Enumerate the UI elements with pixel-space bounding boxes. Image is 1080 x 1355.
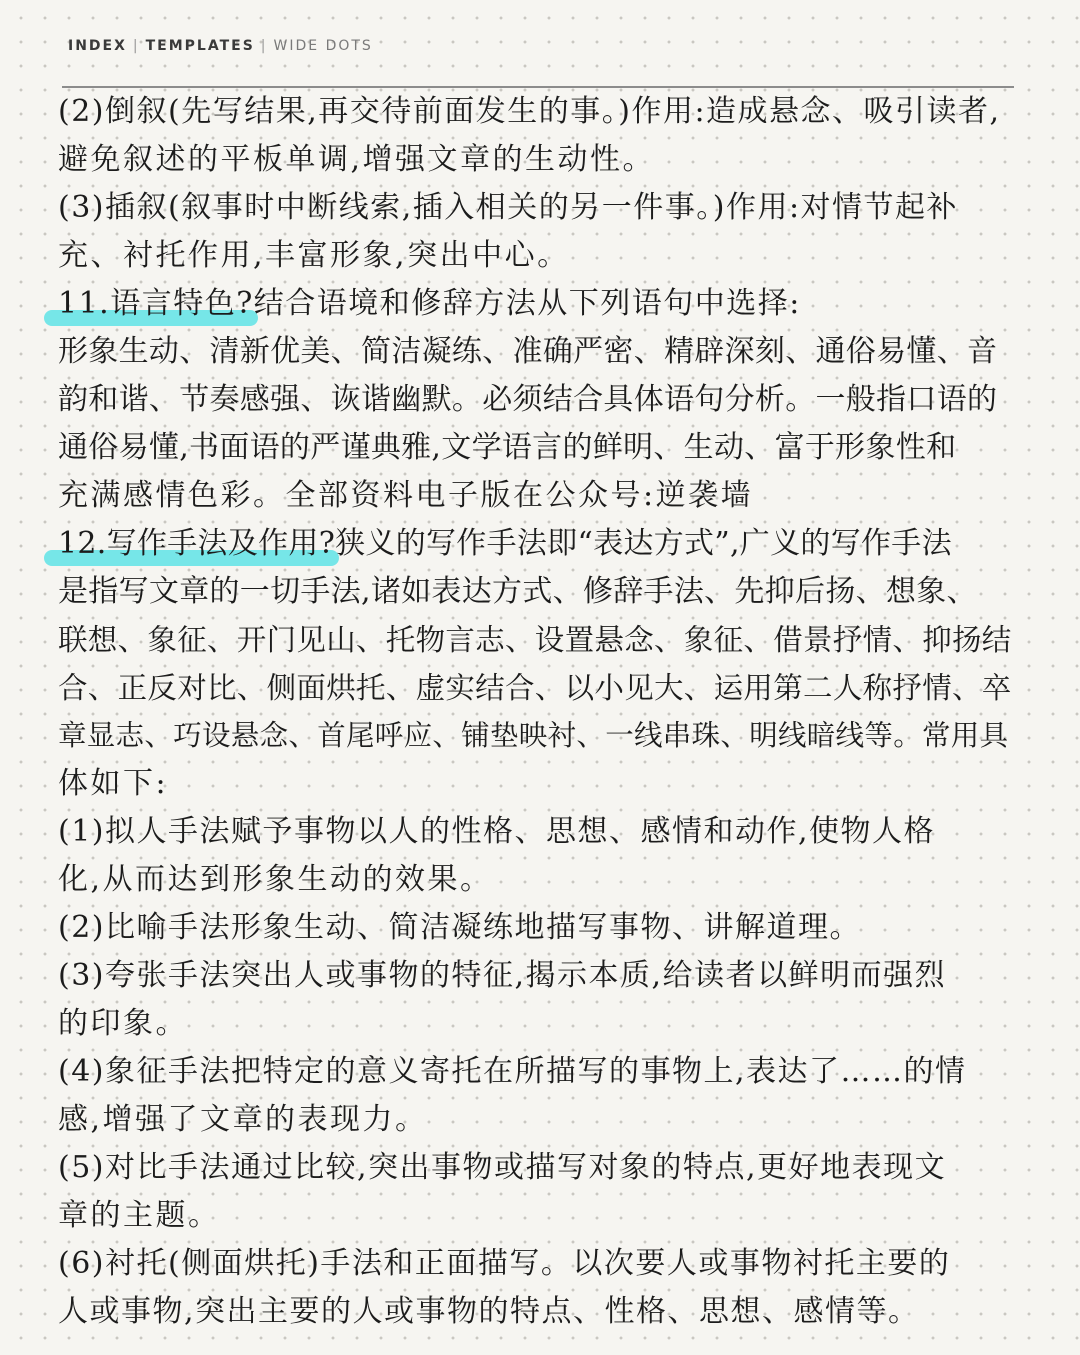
note-line: 人或事物,突出主要的人或事物的特点、性格、思想、感情等。 — [58, 1294, 920, 1329]
note-line: (3)夸张手法突出人或事物的特征,揭示本质,给读者以鲜明而强烈 — [58, 958, 947, 993]
note-line: (1)拟人手法赋予事物以人的性格、思想、感情和动作,使物人格 — [58, 814, 936, 849]
note-line: 韵和谐、节奏感强、诙谐幽默。必须结合具体语句分析。一般指口语的 — [58, 382, 998, 417]
highlighted-heading: 12.写作手法及作用? — [58, 520, 335, 568]
note-line: 合、正反对比、侧面烘托、虚实结合、以小见大、运用第二人称抒情、卒 — [58, 671, 1012, 705]
note-line: 形象生动、清新优美、简洁凝练、准确严密、精辟深刻、通俗易懂、音 — [58, 334, 998, 369]
note-line: 化,从而达到形象生动的效果。 — [58, 862, 493, 897]
breadcrumb-wide-dots: WIDE DOTS — [273, 38, 373, 54]
note-line: 是指写文章的一切手法,诸如表达方式、修辞手法、先抑后扬、想象、 — [58, 574, 977, 609]
note-line: 通俗易懂,书面语的严谨典雅,文学语言的鲜明、生动、富于形象性和 — [58, 430, 957, 465]
note-line: 联想、象征、开门见山、托物言志、设置悬念、象征、借景抒情、抑扬结 — [58, 623, 1012, 657]
note-line: (2)比喻手法形象生动、简洁凝练地描写事物、讲解道理。 — [58, 910, 861, 945]
note-line-heading-11 — [58, 280, 1014, 328]
note-line: 章显志、巧设悬念、首尾呼应、铺垫映衬、一线串珠、明线暗线等。常用具 — [58, 719, 1009, 752]
handwritten-notes — [58, 88, 1014, 1336]
breadcrumb-separator: | — [132, 38, 140, 54]
note-line: 的印象。 — [58, 1006, 188, 1041]
breadcrumb-templates[interactable]: TEMPLATES — [145, 38, 255, 54]
breadcrumb-index[interactable]: INDEX — [68, 38, 127, 54]
note-line: (3)插叙(叙事时中断线索,插入相关的另一件事。)作用:对情节起补 — [58, 190, 959, 225]
heading-text: 狭义的写作手法即“表达方式”,广义的写作手法 — [335, 526, 952, 561]
note-line: (6)衬托(侧面烘托)手法和正面描写。以次要人或事物衬托主要的 — [58, 1246, 951, 1281]
note-line: (4)象征手法把特定的意义寄托在所描写的事物上,表达了……的情 — [58, 1054, 967, 1089]
breadcrumb-separator: | — [260, 38, 268, 54]
highlighted-heading: 11.语言特色? — [58, 280, 254, 328]
breadcrumb — [68, 38, 373, 54]
note-line: 充满感情色彩。全部资料电子版在公众号:逆袭墙 — [58, 478, 754, 513]
note-line: 章的主题。 — [58, 1198, 221, 1233]
note-line: 充、衬托作用,丰富形象,突出中心。 — [58, 238, 570, 273]
note-line: (5)对比手法通过比较,突出事物或描写对象的特点,更好地表现文 — [58, 1150, 947, 1185]
note-line: 避免叙述的平板单调,增强文章的生动性。 — [58, 142, 656, 177]
note-line: 感,增强了文章的表现力。 — [58, 1102, 428, 1137]
note-line: (2)倒叙(先写结果,再交待前面发生的事。)作用:造成悬念、吸引读者, — [58, 94, 1001, 129]
note-line: 体如下: — [58, 766, 169, 801]
heading-text: 结合语境和修辞方法从下列语句中选择: — [253, 286, 801, 321]
note-line-heading-12 — [58, 520, 1014, 568]
